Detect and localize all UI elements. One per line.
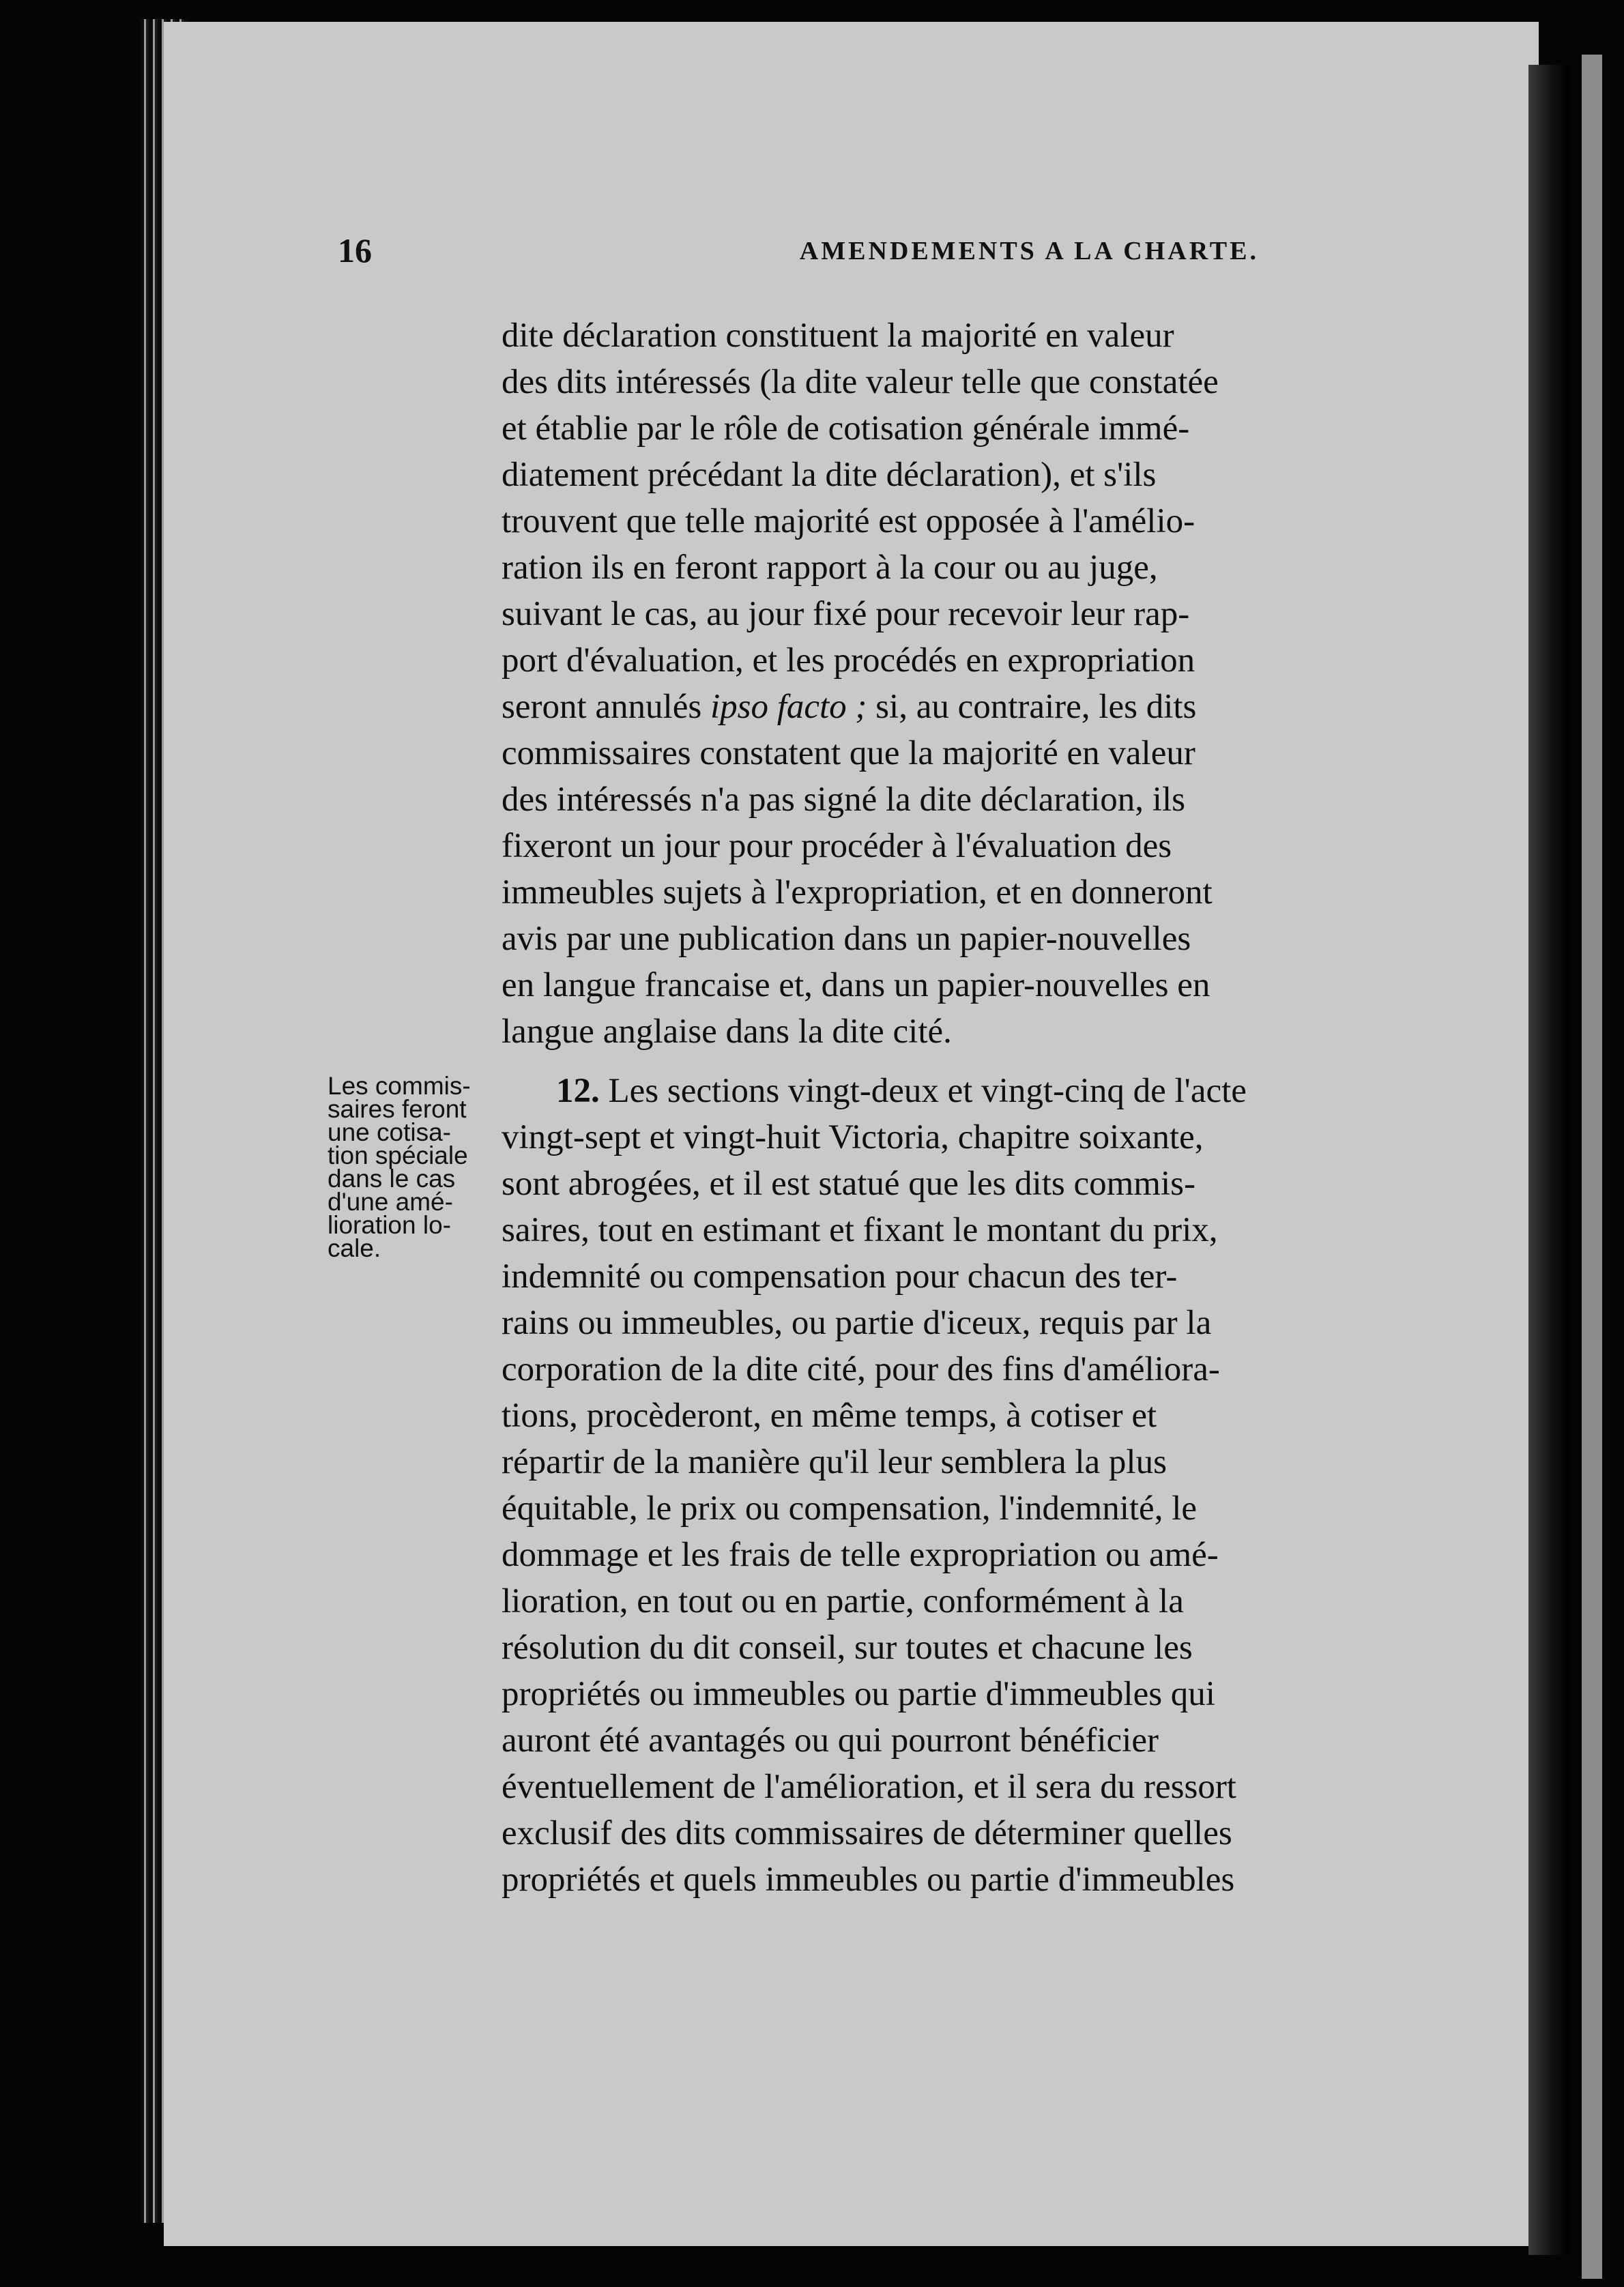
text-line: immeubles sujets à l'expropriation, et en donneront bbox=[502, 873, 1213, 912]
text-line: éventuellement de l'amélioration, et il sera du ressort bbox=[502, 1768, 1236, 1806]
text-line: suivant le cas, au jour fixé pour recevoir leur rap- bbox=[502, 595, 1190, 633]
text-line bbox=[502, 684, 1419, 730]
marginal-note-line: d'une amé- bbox=[328, 1188, 453, 1216]
text-line: auront été avantagés ou qui pourront bénéficier bbox=[502, 1721, 1159, 1760]
running-title: AMENDEMENTS A LA CHARTE. bbox=[799, 237, 1259, 265]
text-line: trouvent que telle majorité est opposée à l'amélio- bbox=[502, 502, 1195, 540]
binding-shadow bbox=[1528, 65, 1569, 2255]
text-line: ration ils en feront rapport à la cour ou au juge, bbox=[502, 549, 1158, 587]
text-line: vingt-sept et vingt-huit Victoria, chapitre soixante, bbox=[502, 1118, 1204, 1156]
marginal-note-line: une cotisa- bbox=[328, 1118, 451, 1146]
latin-phrase: ipso facto ; bbox=[710, 688, 867, 726]
text-line: port d'évaluation, et les procédés en expropriation bbox=[502, 641, 1195, 680]
text-line: et établie par le rôle de cotisation générale immé- bbox=[502, 409, 1190, 448]
text-line: langue anglaise dans la dite cité. bbox=[502, 1013, 952, 1051]
text-line: commissaires constatent que la majorité en valeur bbox=[502, 734, 1195, 772]
text-line: en langue francaise et, dans un papier-nouvelles en bbox=[502, 966, 1210, 1004]
text-line: dite déclaration constituent la majorité en valeur bbox=[502, 317, 1174, 355]
text-line: indemnité ou compensation pour chacun des ter- bbox=[502, 1257, 1178, 1296]
section-number: 12. bbox=[556, 1072, 600, 1110]
text-line: équitable, le prix ou compensation, l'indemnité, le bbox=[502, 1489, 1198, 1528]
text-line: dommage et les frais de telle expropriation ou amé- bbox=[502, 1536, 1219, 1574]
text-line bbox=[502, 1068, 1419, 1114]
text-line: exclusif des dits commissaires de déterminer quelles bbox=[502, 1814, 1232, 1852]
text-line: lioration, en tout ou en partie, conformément à la bbox=[502, 1582, 1184, 1620]
text-line: fixeront un jour pour procéder à l'évaluation des bbox=[502, 827, 1172, 865]
text-line: sont abrogées, et il est statué que les dits commis- bbox=[502, 1165, 1195, 1203]
text-line: corporation de la dite cité, pour des fins d'améliora- bbox=[502, 1350, 1220, 1388]
marginal-note-line: Les commis- bbox=[328, 1072, 471, 1100]
text-line: saires, tout en estimant et fixant le montant du prix, bbox=[502, 1211, 1218, 1249]
text-line: propriétés et quels immeubles ou partie d'immeubles bbox=[502, 1861, 1235, 1899]
marginal-note-line: dans le cas bbox=[328, 1165, 456, 1193]
text-segment: si, au contraire, les dits bbox=[875, 688, 1197, 726]
marginal-note-line: saires feront bbox=[328, 1095, 467, 1123]
text-line: propriétés ou immeubles ou partie d'immeubles qui bbox=[502, 1675, 1215, 1713]
text-line: diatement précédant la dite déclaration), et s'ils bbox=[502, 456, 1157, 494]
marginal-note-line: lioration lo- bbox=[328, 1211, 451, 1239]
continued-paragraph bbox=[502, 312, 1419, 1055]
text-line: avis par une publication dans un papier-nouvelles bbox=[502, 920, 1191, 958]
marginal-note-line: cale. bbox=[328, 1234, 381, 1262]
text-line: tions, procèderont, en même temps, à cotiser et bbox=[502, 1397, 1157, 1435]
next-page-edge bbox=[1582, 55, 1602, 2279]
text-segment: seront annulés bbox=[502, 688, 702, 726]
text-segment: Les sections vingt-deux et vingt-cinq de l'acte bbox=[608, 1072, 1247, 1110]
page-number: 16 bbox=[338, 231, 372, 270]
text-line: répartir de la manière qu'il leur semblera la plus bbox=[502, 1443, 1167, 1481]
section-12 bbox=[502, 1068, 1419, 1903]
text-line: résolution du dit conseil, sur toutes et chacune les bbox=[502, 1629, 1193, 1667]
text-line: des dits intéressés (la dite valeur telle que constatée bbox=[502, 363, 1219, 401]
text-line: rains ou immeubles, ou partie d'iceux, requis par la bbox=[502, 1304, 1212, 1342]
marginal-note bbox=[328, 1072, 512, 1262]
marginal-note-line: tion spéciale bbox=[328, 1141, 468, 1169]
text-line: des intéressés n'a pas signé la dite déclaration, ils bbox=[502, 781, 1185, 819]
page-header bbox=[338, 231, 1259, 272]
